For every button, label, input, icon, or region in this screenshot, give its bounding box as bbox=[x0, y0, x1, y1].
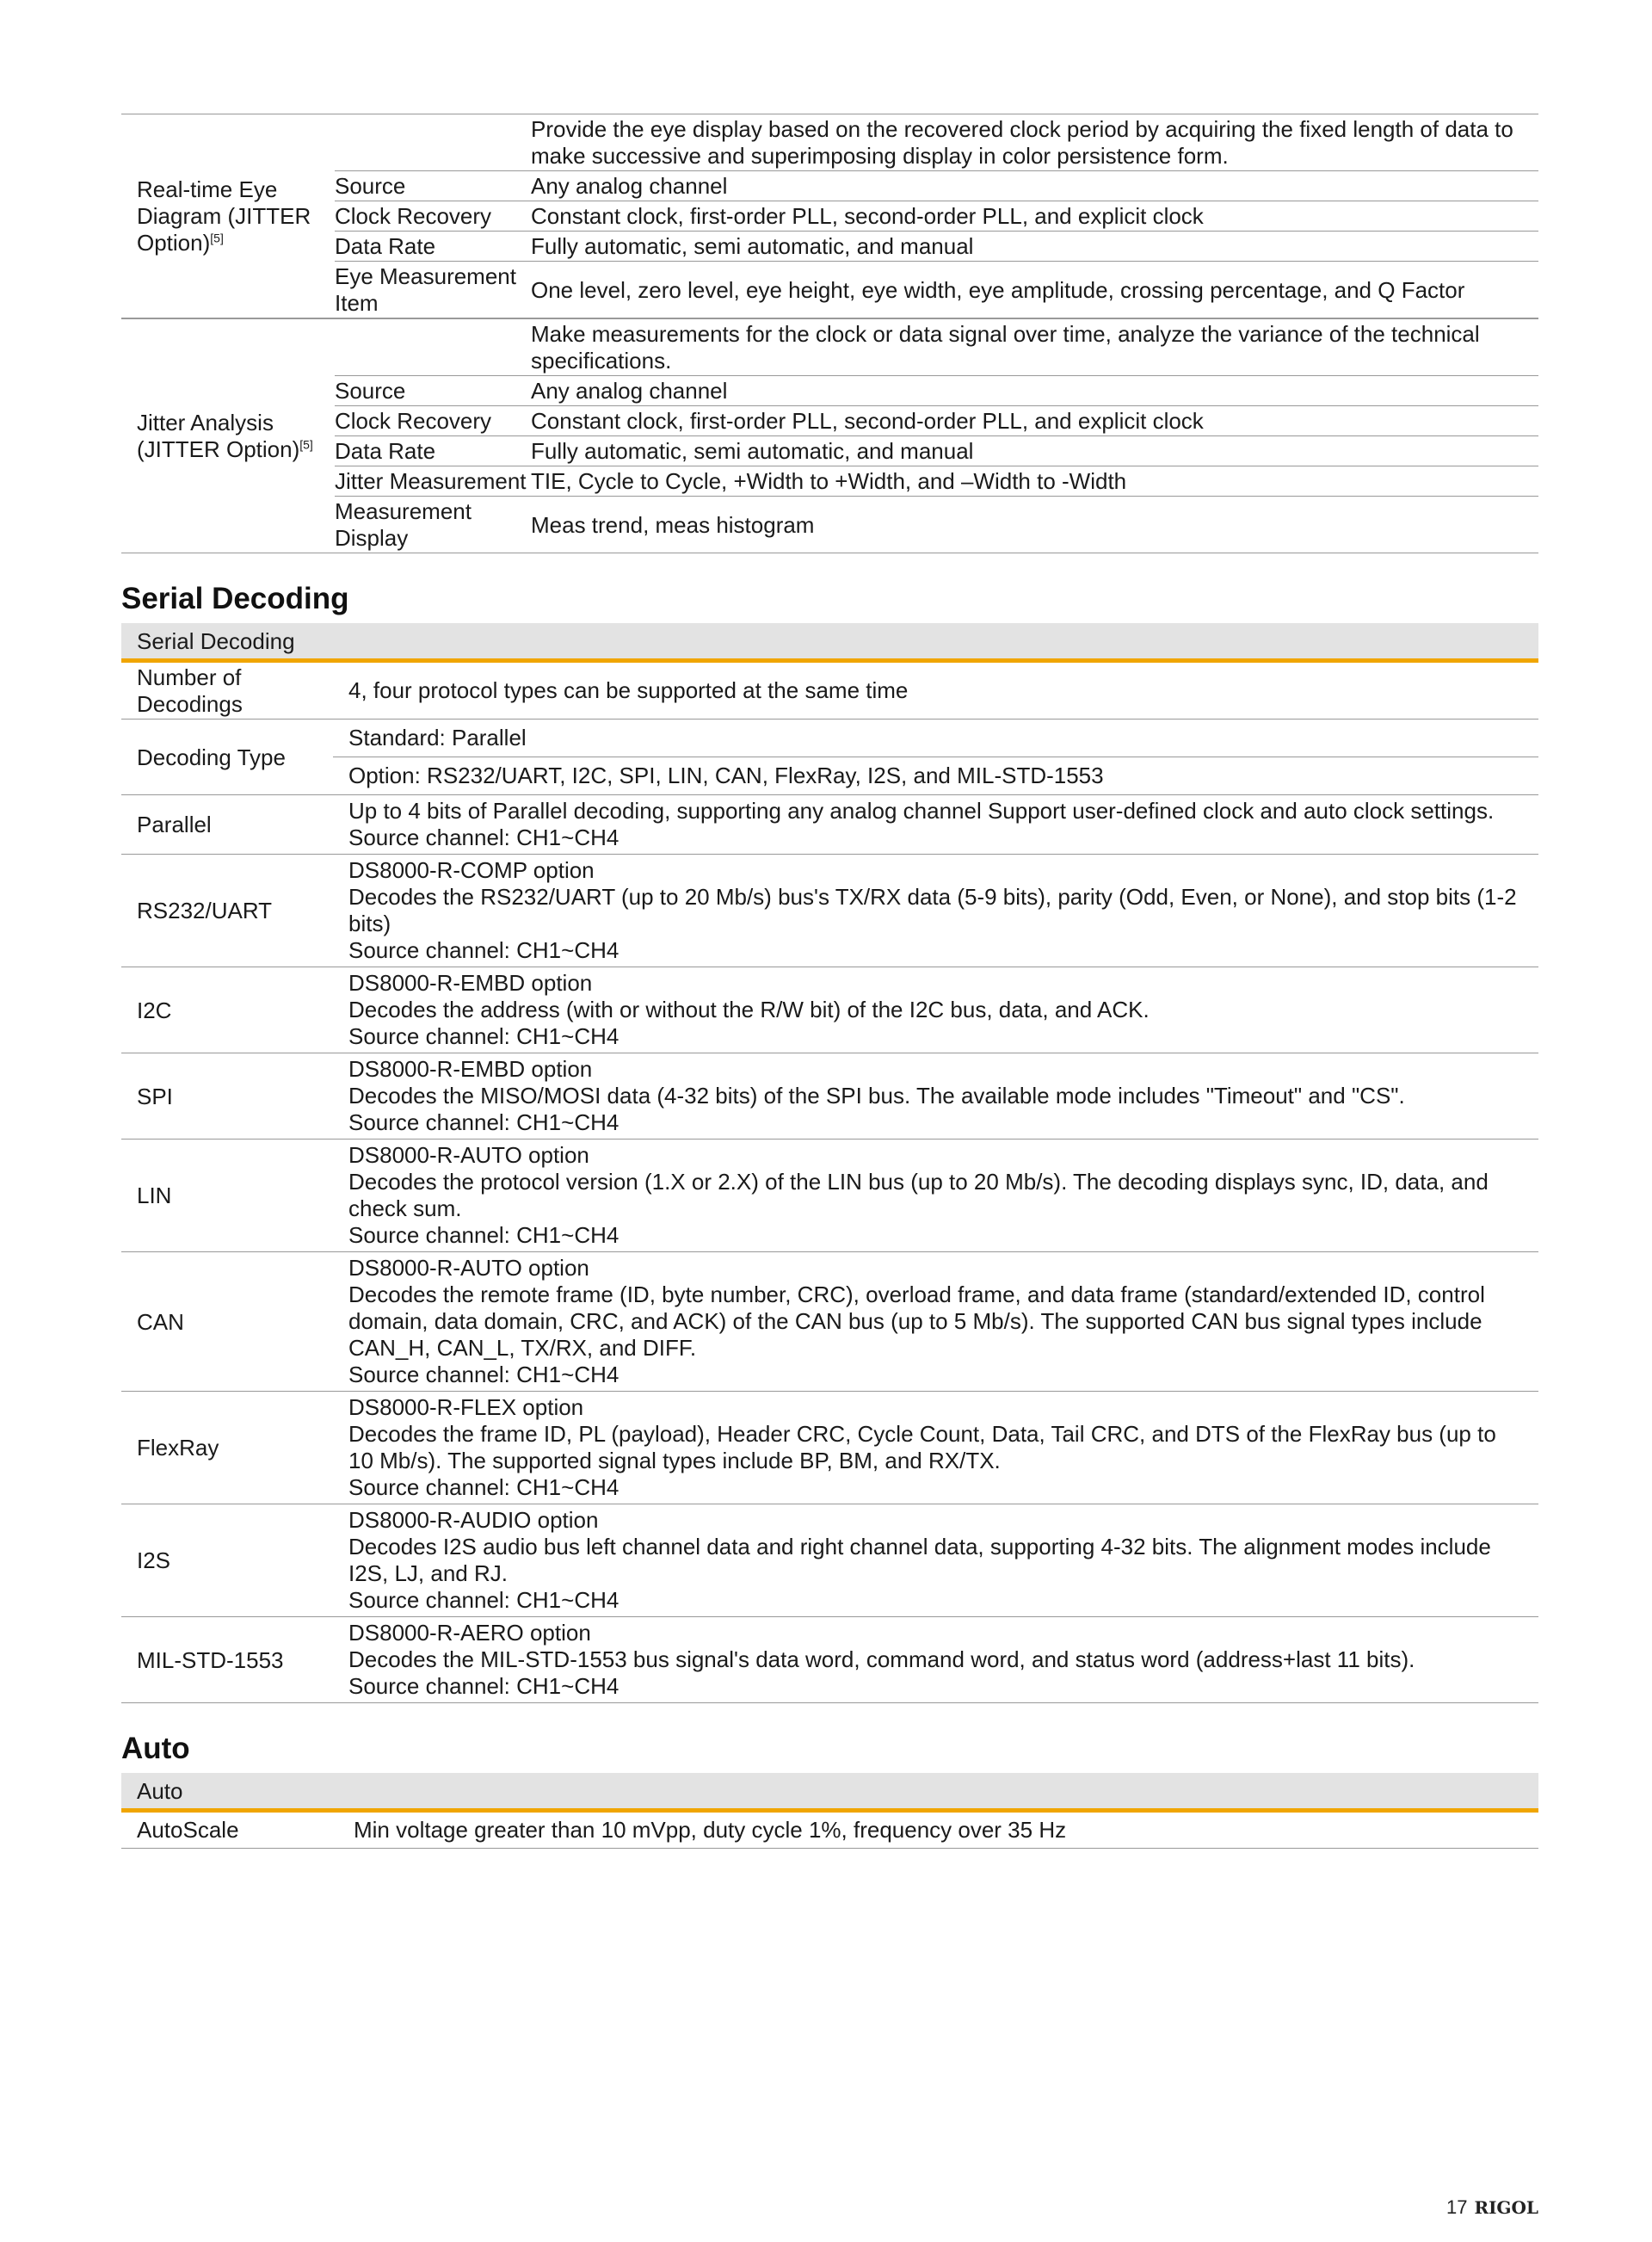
value-line: Decodes I2S audio bus left channel data and right channel data, supporting 4-32 bits. The alignment modes include I2S, LJ, and RJ. bbox=[348, 1534, 1491, 1586]
sub-label: Data Rate bbox=[335, 436, 531, 466]
value-line: Decodes the RS232/UART (up to 20 Mb/s) bus's TX/RX data (5-9 bits), parity (Odd, Even, or None), and stop bits (1-2 bits) bbox=[348, 884, 1517, 936]
value-line: Source channel: CH1~CH4 bbox=[348, 1673, 620, 1699]
row-value: Standard: Parallel bbox=[333, 720, 1538, 757]
sub-label: Eye Measurement Item bbox=[335, 262, 531, 318]
table-row bbox=[121, 232, 1538, 262]
row-value bbox=[333, 1504, 1538, 1617]
row-value bbox=[333, 1392, 1538, 1504]
row-value: Option: RS232/UART, I2C, SPI, LIN, CAN, FlexRay, I2S, and MIL-STD-1553 bbox=[333, 757, 1538, 795]
row-label: I2S bbox=[121, 1504, 333, 1617]
value-line: Decodes the remote frame (ID, byte number, CRC), overload frame, and data frame (standard/extended ID, control domain, data domain, CRC, and ACK) of the CAN bus (up to 5 Mb/s). The supported CAN bus signal types include CAN_H, CAN_L, TX/RX, and DIFF. bbox=[348, 1282, 1485, 1361]
table-row bbox=[121, 114, 1538, 171]
jitter-tables bbox=[121, 114, 1538, 553]
row-value: Meas trend, meas histogram bbox=[531, 497, 1538, 553]
sub-label bbox=[335, 319, 531, 376]
row-label-text: Jitter Analysis (JITTER Option) bbox=[137, 410, 300, 462]
row-value: Any analog channel bbox=[531, 376, 1538, 406]
value-line: Source channel: CH1~CH4 bbox=[348, 1474, 620, 1500]
table-row bbox=[121, 497, 1538, 553]
table-row bbox=[121, 757, 1538, 795]
sub-label: Source bbox=[335, 171, 531, 201]
spec-table bbox=[121, 318, 1538, 553]
value-line: Decodes the address (with or without the R/W bit) of the I2C bus, data, and ACK. bbox=[348, 997, 1150, 1022]
row-value bbox=[333, 967, 1538, 1053]
table-row bbox=[121, 1617, 1538, 1703]
table-row bbox=[121, 1392, 1538, 1504]
row-value bbox=[333, 1140, 1538, 1252]
table-row bbox=[121, 436, 1538, 466]
value-line: Decodes the frame ID, PL (payload), Header CRC, Cycle Count, Data, Tail CRC, and DTS of the FlexRay bus (up to 10 Mb/s). The supported signal types include BP, BM, and RX/TX. bbox=[348, 1421, 1496, 1473]
row-value: Make measurements for the clock or data signal over time, analyze the variance of the technical specifications. bbox=[531, 319, 1538, 376]
value-line: Source channel: CH1~CH4 bbox=[348, 1109, 620, 1135]
row-label: CAN bbox=[121, 1252, 333, 1392]
value-line: Source channel: CH1~CH4 bbox=[348, 1023, 620, 1049]
sub-label bbox=[335, 114, 531, 171]
value-line: Source channel: CH1~CH4 bbox=[348, 937, 620, 963]
table-row bbox=[121, 171, 1538, 201]
row-label bbox=[121, 319, 335, 553]
row-value: TIE, Cycle to Cycle, +Width to +Width, and –Width to -Width bbox=[531, 466, 1538, 497]
row-label: AutoScale bbox=[121, 1813, 354, 1849]
row-label: RS232/UART bbox=[121, 855, 333, 967]
table-row bbox=[121, 855, 1538, 967]
value-line: Source channel: CH1~CH4 bbox=[348, 1362, 620, 1387]
value-line: DS8000-R-AERO option bbox=[348, 1620, 591, 1646]
value-line: Source channel: CH1~CH4 bbox=[348, 1222, 620, 1248]
table-row bbox=[121, 1504, 1538, 1617]
row-value: Provide the eye display based on the recovered clock period by acquiring the fixed length of data to make successive and superimposing display in color persistence form. bbox=[531, 114, 1538, 171]
serial-decoding-band: Serial Decoding bbox=[121, 623, 1538, 663]
value-line: Source channel: CH1~CH4 bbox=[348, 1587, 620, 1613]
value-line: DS8000-R-EMBD option bbox=[348, 1056, 593, 1082]
row-value: Fully automatic, semi automatic, and manual bbox=[531, 232, 1538, 262]
serial-decoding-heading: Serial Decoding bbox=[121, 582, 349, 615]
value-line: 4, four protocol types can be supported at the same time bbox=[348, 677, 909, 703]
table-row bbox=[121, 262, 1538, 318]
footnote-ref: [5] bbox=[210, 231, 224, 245]
value-line: DS8000-R-COMP option bbox=[348, 857, 595, 883]
sub-label: Jitter Measurement bbox=[335, 466, 531, 497]
auto-band: Auto bbox=[121, 1773, 1538, 1813]
spec-table bbox=[121, 114, 1538, 318]
page-content bbox=[121, 114, 1538, 1849]
row-value bbox=[333, 855, 1538, 967]
table-row bbox=[121, 1252, 1538, 1392]
row-value: Fully automatic, semi automatic, and manual bbox=[531, 436, 1538, 466]
table-row bbox=[121, 406, 1538, 436]
value-line: DS8000-R-EMBD option bbox=[348, 970, 593, 996]
footnote-ref: [5] bbox=[299, 437, 313, 452]
row-value bbox=[333, 1252, 1538, 1392]
value-line: DS8000-R-AUTO option bbox=[348, 1142, 589, 1168]
row-label: Parallel bbox=[121, 795, 333, 855]
sub-label: Measurement Display bbox=[335, 497, 531, 553]
table-row bbox=[121, 466, 1538, 497]
value-line: DS8000-R-FLEX option bbox=[348, 1394, 584, 1420]
value-line: Decodes the protocol version (1.X or 2.X) of the LIN bus (up to 20 Mb/s). The decoding displays sync, ID, data, and check sum. bbox=[348, 1169, 1489, 1221]
value-line: Up to 4 bits of Parallel decoding, supporting any analog channel Support user-defined clock and auto clock settings. bbox=[348, 798, 1495, 824]
row-label: Decoding Type bbox=[121, 720, 333, 795]
row-value: Min voltage greater than 10 mVpp, duty cycle 1%, frequency over 35 Hz bbox=[354, 1813, 1538, 1849]
row-value bbox=[333, 1617, 1538, 1703]
table-row bbox=[121, 663, 1538, 720]
row-value bbox=[333, 795, 1538, 855]
row-label: FlexRay bbox=[121, 1392, 333, 1504]
table-row bbox=[121, 720, 1538, 757]
sub-label: Source bbox=[335, 376, 531, 406]
row-label: Number of Decodings bbox=[121, 663, 333, 720]
row-label bbox=[121, 114, 335, 318]
value-line: Decodes the MIL-STD-1553 bus signal's data word, command word, and status word (address+last 11 bits). bbox=[348, 1646, 1415, 1672]
table-row bbox=[121, 1140, 1538, 1252]
row-value: Constant clock, first-order PLL, second-order PLL, and explicit clock bbox=[531, 201, 1538, 232]
row-label: I2C bbox=[121, 967, 333, 1053]
row-value: Constant clock, first-order PLL, second-order PLL, and explicit clock bbox=[531, 406, 1538, 436]
value-line: DS8000-R-AUTO option bbox=[348, 1255, 589, 1281]
sub-label: Data Rate bbox=[335, 232, 531, 262]
row-label-text: Real-time Eye Diagram (JITTER Option) bbox=[137, 176, 311, 256]
table-row bbox=[121, 1813, 1538, 1849]
page-footer bbox=[1446, 2196, 1538, 2219]
sub-label: Clock Recovery bbox=[335, 406, 531, 436]
value-line: Source channel: CH1~CH4 bbox=[348, 825, 620, 850]
auto-heading: Auto bbox=[121, 1732, 190, 1765]
page-number: 17 bbox=[1446, 2196, 1468, 2218]
value-line: Decodes the MISO/MOSI data (4-32 bits) of the SPI bus. The available mode includes "Timeout" and "CS". bbox=[348, 1083, 1405, 1109]
table-row bbox=[121, 201, 1538, 232]
table-row bbox=[121, 1053, 1538, 1140]
serial-decoding-table bbox=[121, 663, 1538, 1703]
row-value: One level, zero level, eye height, eye width, eye amplitude, crossing percentage, and Q Factor bbox=[531, 262, 1538, 318]
sub-label: Clock Recovery bbox=[335, 201, 531, 232]
row-label: LIN bbox=[121, 1140, 333, 1252]
auto-table bbox=[121, 1813, 1538, 1849]
row-label: SPI bbox=[121, 1053, 333, 1140]
row-label: MIL-STD-1553 bbox=[121, 1617, 333, 1703]
table-row bbox=[121, 319, 1538, 376]
row-value bbox=[333, 1053, 1538, 1140]
table-row bbox=[121, 967, 1538, 1053]
value-line: DS8000-R-AUDIO option bbox=[348, 1507, 599, 1533]
row-value: Any analog channel bbox=[531, 171, 1538, 201]
table-row bbox=[121, 795, 1538, 855]
row-value bbox=[333, 663, 1538, 720]
table-row bbox=[121, 376, 1538, 406]
rigol-logo: RIGOL bbox=[1474, 2197, 1538, 2218]
